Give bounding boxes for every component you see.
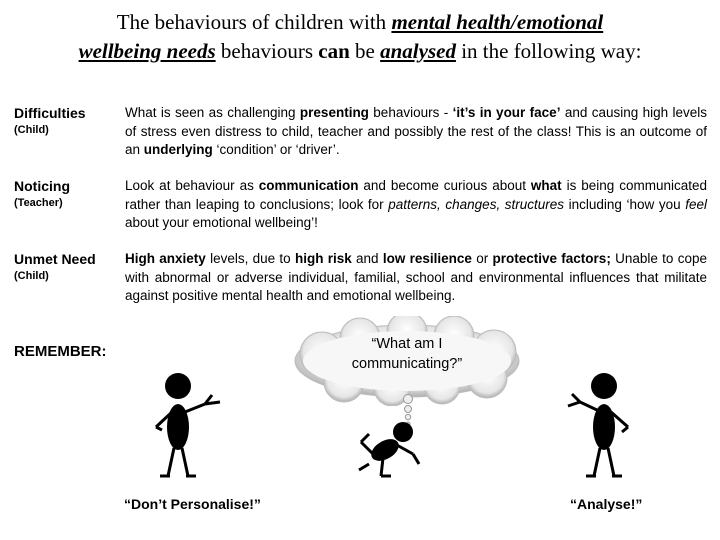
remember-heading: REMEMBER: xyxy=(14,343,107,360)
title-emphasis-mental-health: mental health/emotional xyxy=(391,10,604,34)
row-label: Noticing (Teacher) xyxy=(14,178,70,209)
stick-figure-right-icon xyxy=(560,372,650,482)
caption-dont-personalise: “Don’t Personalise!” xyxy=(124,496,261,512)
row-label: Difficulties (Child) xyxy=(14,105,86,136)
row-text: High anxiety levels, due to high risk and low resilience or protective factors; Unable to cope with abnormal or adverse individual, familial, school and environmental influences that militate against positive mental health and emotional wellbeing. xyxy=(125,251,707,303)
kicking-child-icon xyxy=(355,420,425,480)
page-title: The behaviours of children with mental health/emotional wellbeing needs behaviours can be analysed in the following way: xyxy=(78,10,642,63)
row-text: Look at behaviour as communication and become curious about what is being communicated rather than leaping to conclusions; look for patterns, changes, structures including ‘how you feel about your emotional wellbeing’! xyxy=(125,178,708,230)
row-label: Unmet Need (Child) xyxy=(14,251,96,282)
stick-figure-left-icon xyxy=(140,372,230,482)
thought-text: “What am I communicating?” xyxy=(351,336,463,372)
caption-analyse: “Analyse!” xyxy=(570,496,643,512)
row-text: What is seen as challenging presenting behaviours - ‘it’s in your face’ and causing high levels of stress even distress to child, teacher and possibly the rest of the class! This is an outcome of an underlying ‘condition’ or ‘driver’. xyxy=(125,105,707,157)
title-emphasis-wellbeing: wellbeing needs xyxy=(78,39,216,63)
title-emphasis-analysed: analysed xyxy=(380,39,456,63)
